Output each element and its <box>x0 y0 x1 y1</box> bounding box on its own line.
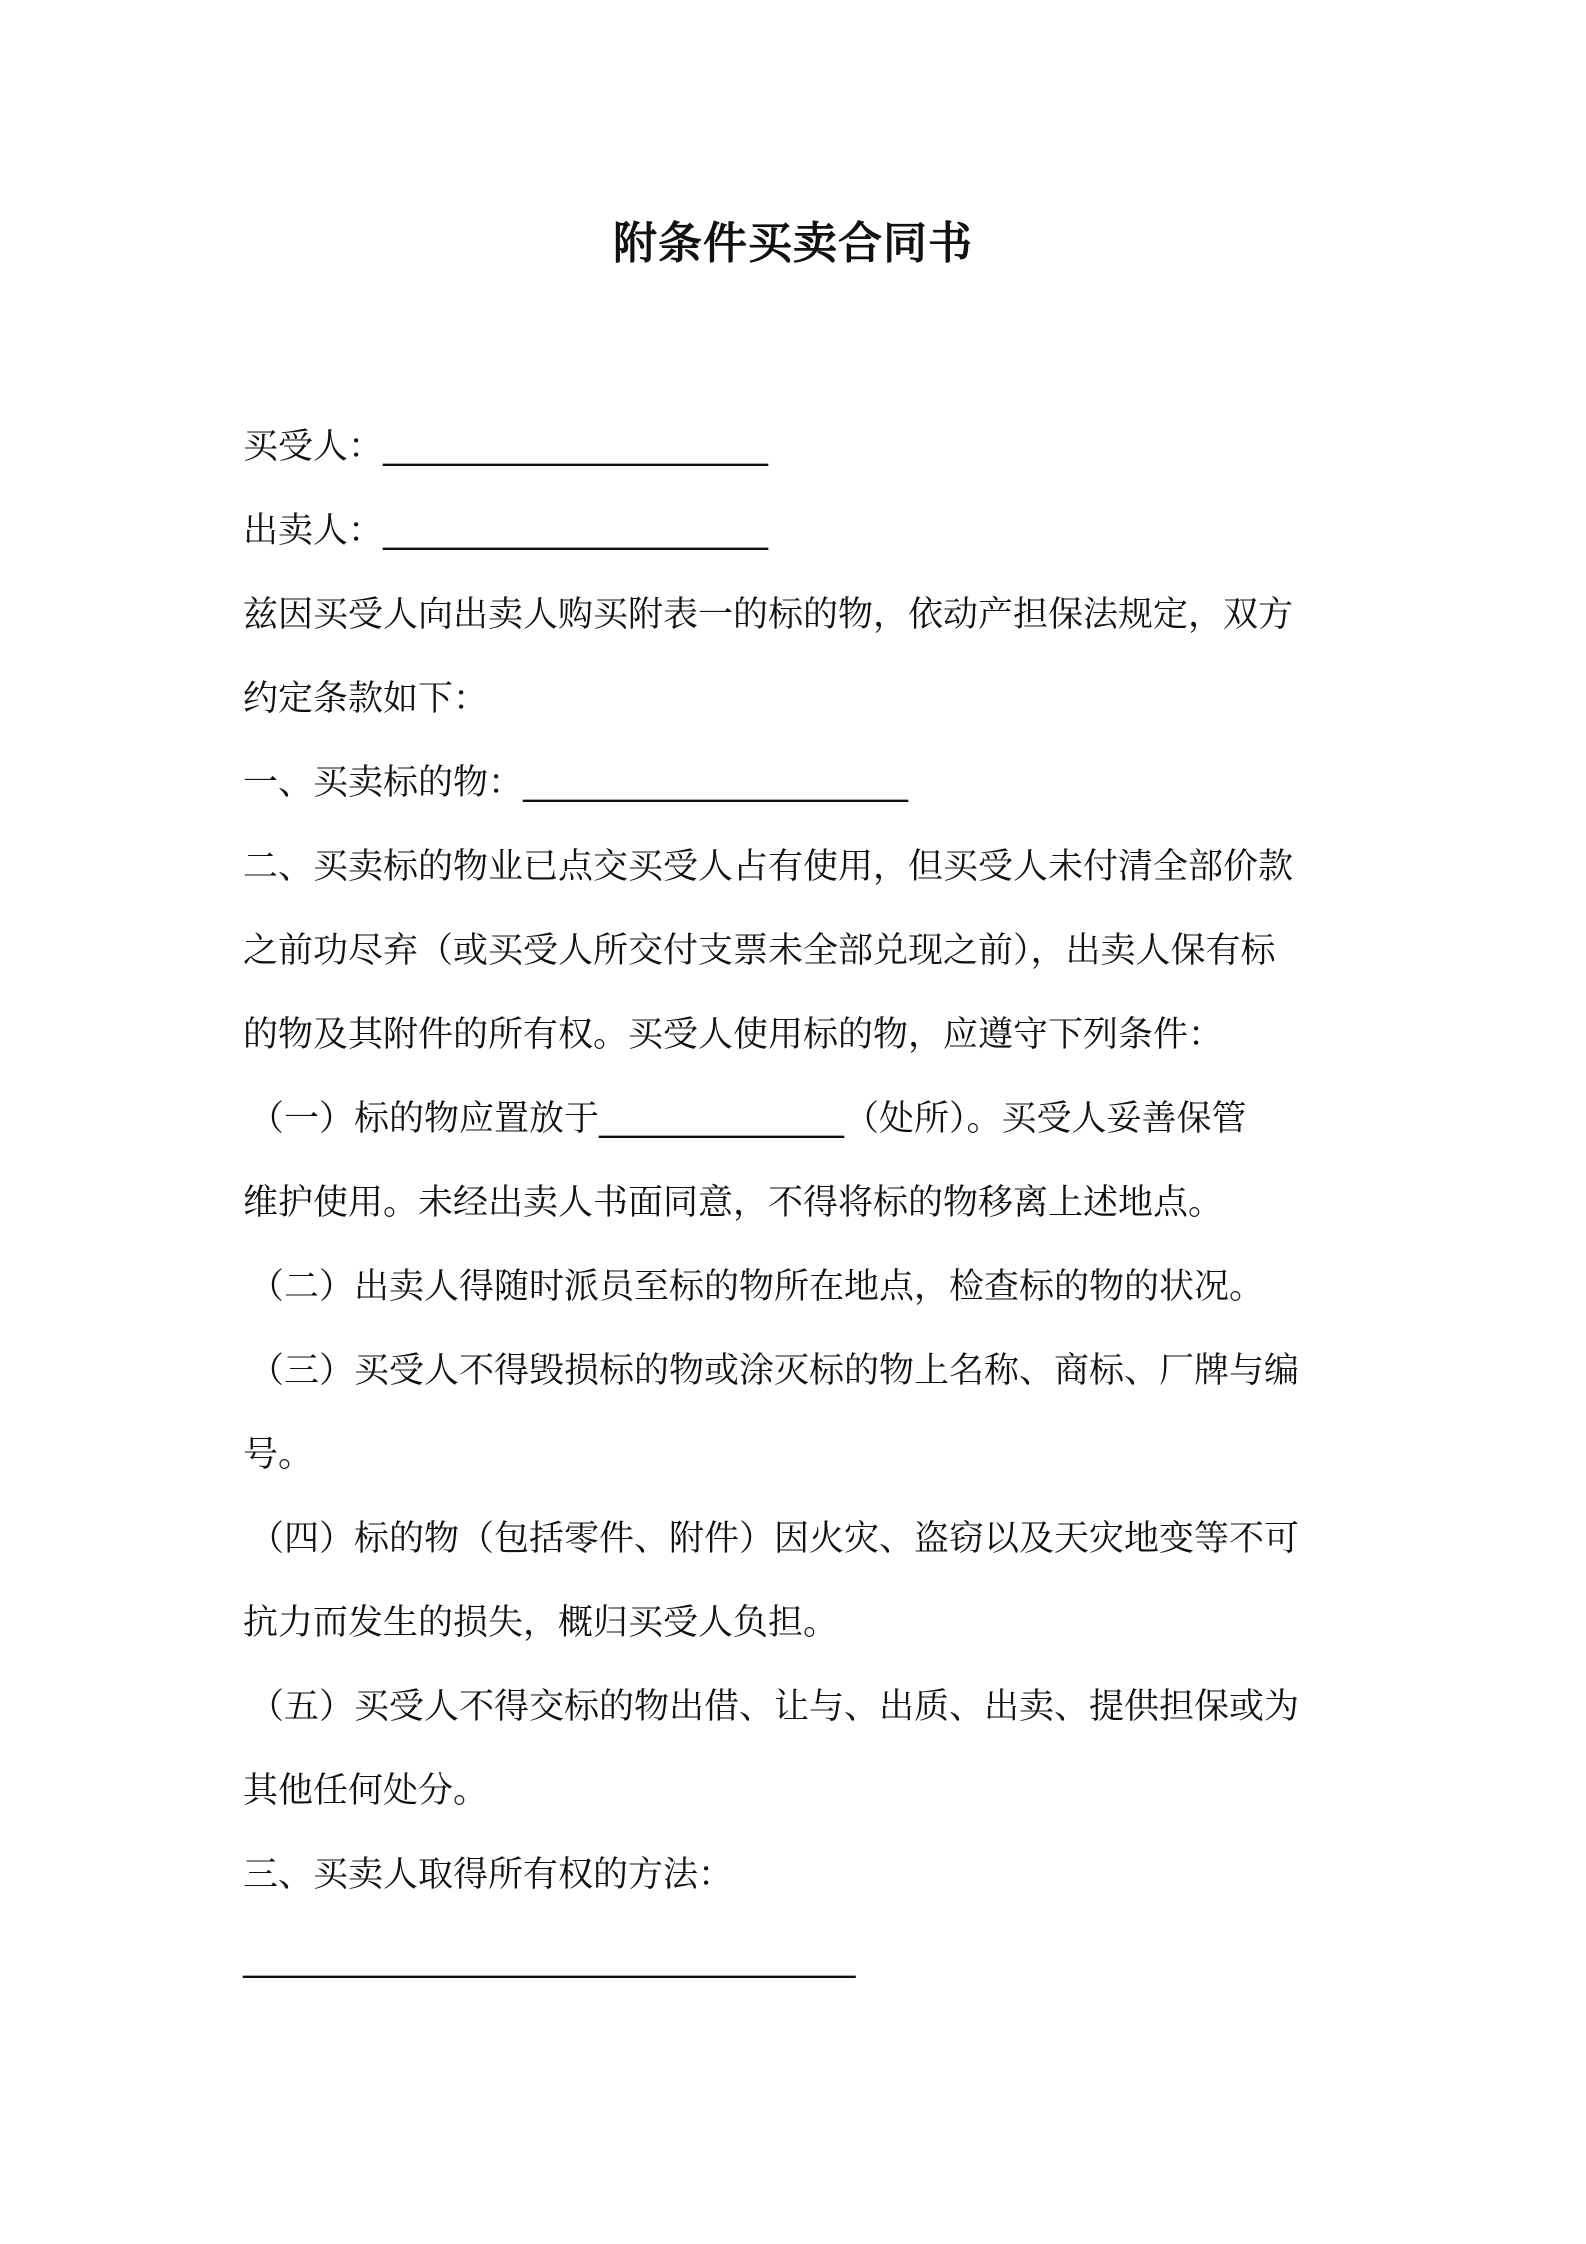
condition-5-line-2: 其他任何处分。 <box>243 1771 489 1811</box>
clause-3-line: 三、买卖人取得所有权的方法： <box>243 1855 734 1895</box>
preamble-line-2: 约定条款如下： <box>243 679 489 719</box>
condition-1-line-1: （一）标的物应置放于______________（处所）。买受人妥善保管 <box>249 1099 1247 1139</box>
condition-4-line-1: （四）标的物（包括零件、附件）因火灾、盗窃以及天灾地变等不可 <box>249 1519 1300 1559</box>
condition-5-line-1: （五）买受人不得交标的物出借、让与、出质、出卖、提供担保或为 <box>249 1687 1300 1727</box>
buyer-line: 买受人：______________________ <box>243 427 769 467</box>
clause-1-line: 一、买卖标的物：______________________ <box>243 763 909 803</box>
condition-3-line-2: 号。 <box>243 1435 314 1475</box>
document-title: 附条件买卖合同书 <box>613 218 973 269</box>
condition-2-line: （二）出卖人得随时派员至标的物所在地点，检查标的物的状况。 <box>249 1267 1265 1307</box>
seller-line: 出卖人：______________________ <box>243 511 769 551</box>
condition-4-line-2: 抗力而发生的损失，概归买受人负担。 <box>243 1603 839 1643</box>
clause-2-line-1: 二、买卖标的物业已点交买受人占有使用，但买受人未付清全部价款 <box>243 847 1294 887</box>
condition-3-line-1: （三）买受人不得毁损标的物或涂灭标的物上名称、商标、厂牌与编 <box>249 1351 1300 1391</box>
document-body <box>243 405 1353 2001</box>
clause-2-line-3: 的物及其附件的所有权。买受人使用标的物，应遵守下列条件： <box>243 1015 1224 1055</box>
clause-2-line-2: 之前功尽弃（或买受人所交付支票未全部兑现之前），出卖人保有标 <box>243 931 1276 971</box>
preamble-line-1: 兹因买受人向出卖人购买附表一的标的物，依动产担保法规定，双方 <box>243 595 1294 635</box>
condition-1-line-2: 维护使用。未经出卖人书面同意，不得将标的物移离上述地点。 <box>243 1183 1224 1223</box>
clause-3-blank-line: ___________________________________ <box>243 1939 856 1979</box>
